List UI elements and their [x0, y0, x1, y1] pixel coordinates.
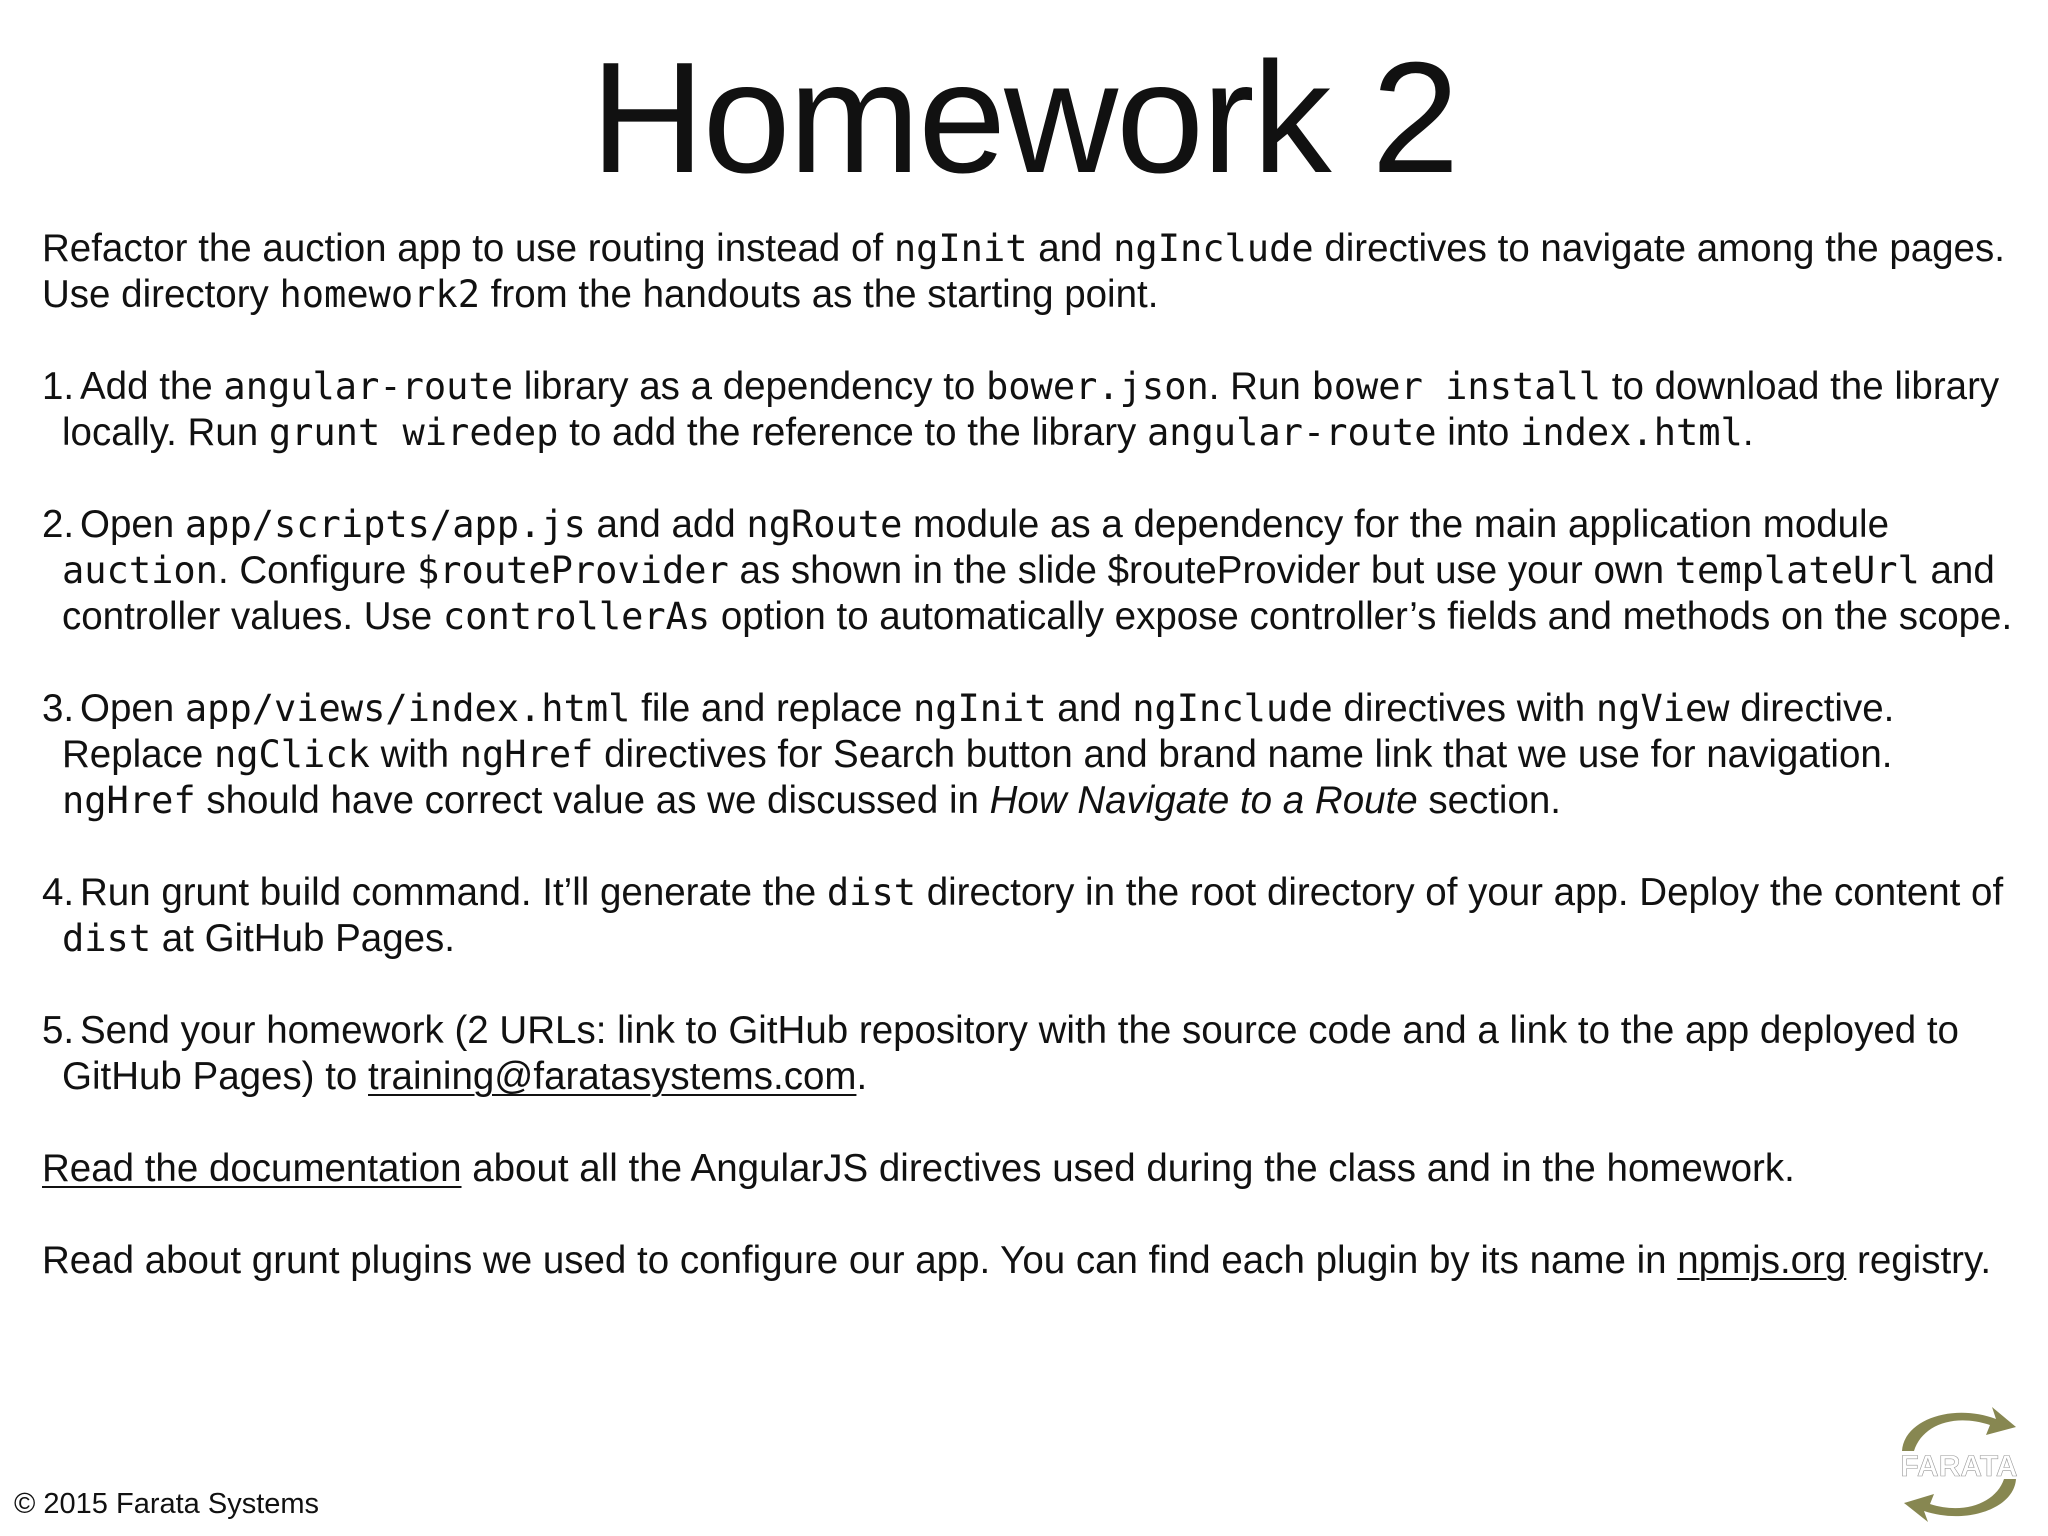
step-text: and: [1046, 687, 1133, 730]
step-text: directive. Replace: [62, 687, 1895, 776]
npmjs-link[interactable]: npmjs.org: [1677, 1239, 1847, 1282]
homework-content: [42, 226, 2027, 1284]
step-1: [42, 364, 2027, 456]
step-number: 3.: [42, 687, 75, 730]
step-text: . Run: [1208, 365, 1312, 408]
code-bower-json: bower.json: [986, 365, 1209, 408]
intro-paragraph: [42, 226, 2027, 318]
code-angular-route: angular-route: [223, 365, 514, 408]
step-text: library as a dependency to: [513, 365, 986, 408]
step-text: and controller values. Use: [62, 549, 1995, 638]
logo-arrow-bottom: [1904, 1479, 2016, 1522]
code-index-html: index.html: [1520, 411, 1743, 454]
step-text: at GitHub Pages.: [151, 917, 455, 960]
code-index-html-path: app/views/index.html: [184, 687, 631, 730]
step-number: 4.: [42, 871, 75, 914]
logo-arrow-top: [1902, 1407, 2016, 1451]
code-app-js: app/scripts/app.js: [184, 503, 586, 546]
code-ngInit: ngInit: [912, 687, 1047, 730]
step-number: 2.: [42, 503, 75, 546]
step-text: Run grunt build command. It’ll generate the: [80, 871, 827, 914]
intro-text: and: [1027, 227, 1114, 270]
code-dist: dist: [826, 871, 917, 914]
step-text: . Configure: [217, 549, 417, 592]
step-text: Add the: [80, 365, 224, 408]
code-ngInit: ngInit: [893, 227, 1028, 270]
code-controllerAs: controllerAs: [442, 595, 711, 638]
slide-title: Homework 2: [590, 30, 1458, 206]
step-text: with: [369, 733, 460, 776]
farata-logo: [1884, 1401, 2034, 1526]
step-text: file and replace: [630, 687, 913, 730]
step-number: 1.: [42, 365, 75, 408]
docs-text: about all the AngularJS directives used during the class and in the homework.: [461, 1147, 1795, 1190]
code-homework2: homework2: [279, 273, 480, 316]
documentation-link[interactable]: Read the documentation: [42, 1147, 462, 1190]
step-text: as shown in the slide $routeProvider but use your own: [728, 549, 1675, 592]
section-reference: How Navigate to a Route: [989, 779, 1418, 822]
code-ngRoute: ngRoute: [746, 503, 903, 546]
step-text: and add: [585, 503, 747, 546]
logo-text: FARATA: [1900, 1450, 2018, 1483]
step-text: .: [856, 1055, 868, 1098]
step-text: option to automatically expose controller’s fields and methods on the scope.: [710, 595, 2013, 638]
step-5: [42, 1008, 2027, 1100]
step-text: to add the reference to the library: [558, 411, 1147, 454]
code-routeProvider: $routeProvider: [416, 549, 729, 592]
code-ngHref: ngHref: [459, 733, 594, 776]
step-text: Open: [80, 503, 185, 546]
code-ngHref: ngHref: [62, 779, 196, 822]
step-text: .: [1742, 411, 1754, 454]
intro-text: from the handouts as the starting point.: [479, 273, 1159, 316]
step-2: [42, 502, 2027, 640]
step-4: [42, 870, 2027, 962]
step-text: Send your homework (2 URLs: link to GitHub repository with the source code and a link to the app deployed to GitHub Pages) to: [62, 1009, 1959, 1098]
step-text: to download the library locally. Run: [62, 365, 2000, 454]
step-text: directives for Search button and brand name link that we use for navigation.: [593, 733, 1893, 776]
step-text: into: [1436, 411, 1521, 454]
step-text: directives with: [1332, 687, 1596, 730]
code-auction: auction: [62, 549, 218, 592]
code-dist: dist: [62, 917, 152, 960]
code-bower-install: bower install: [1311, 365, 1602, 408]
grunt-text: Read about grunt plugins we used to configure our app. You can find each plugin by its name in: [42, 1239, 1678, 1282]
grunt-text: registry.: [1846, 1239, 1992, 1282]
step-text: directory in the root directory of your app. Deploy the content of: [916, 871, 2004, 914]
docs-paragraph: [42, 1146, 2027, 1192]
step-text: section.: [1417, 779, 1562, 822]
email-link[interactable]: training@faratasystems.com: [368, 1055, 857, 1098]
code-templateUrl: templateUrl: [1674, 549, 1920, 592]
code-ngClick: ngClick: [213, 733, 370, 776]
copyright-footer: © 2015 Farata Systems: [14, 1488, 320, 1520]
code-angular-route: angular-route: [1146, 411, 1437, 454]
code-ngInclude: ngInclude: [1113, 227, 1314, 270]
code-ngInclude: ngInclude: [1132, 687, 1333, 730]
code-grunt-wiredep: grunt wiredep: [268, 411, 559, 454]
step-3: [42, 686, 2027, 824]
intro-text: Refactor the auction app to use routing instead of: [42, 227, 894, 270]
grunt-paragraph: [42, 1238, 2027, 1284]
step-text: Open: [80, 687, 185, 730]
intro-text: directives to navigate among the pages. Use directory: [42, 227, 2005, 316]
code-ngView: ngView: [1595, 687, 1730, 730]
step-text: module as a dependency for the main application module: [902, 503, 1890, 546]
step-text: should have correct value as we discussed in: [195, 779, 990, 822]
step-number: 5.: [42, 1009, 75, 1052]
